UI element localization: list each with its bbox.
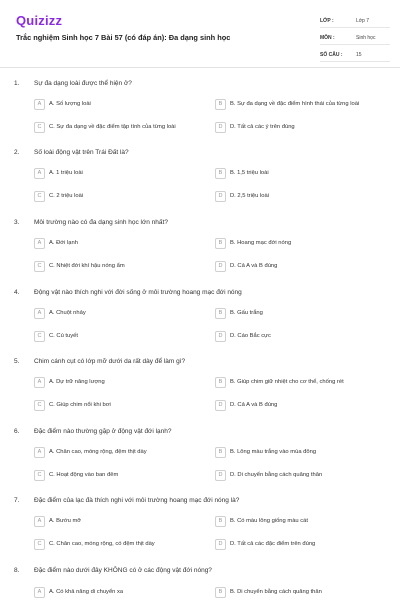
meta-key: MÔN : xyxy=(320,34,335,41)
option-letter-box: B xyxy=(215,99,226,110)
option-d[interactable] xyxy=(215,398,277,412)
option-text: A. Chân cao, móng rộng, đệm thịt dày xyxy=(49,449,147,455)
option-letter-box: B xyxy=(215,447,226,458)
question-5 xyxy=(0,358,400,418)
option-letter-box: C xyxy=(34,122,45,133)
option-text: D. Cả A và B đúng xyxy=(230,402,278,408)
option-b[interactable] xyxy=(215,375,344,389)
option-text: A. Đới lạnh xyxy=(49,240,78,246)
option-letter-box: A xyxy=(34,168,45,179)
option-text: B. Giúp chim giữ nhiệt cho cơ thể, chống rét xyxy=(230,379,344,385)
question-text: Đặc điểm nào thường gặp ở động vật đới lạnh? xyxy=(34,428,172,435)
option-letter-box: C xyxy=(34,400,45,411)
option-text: B. Hoang mạc đới nóng xyxy=(230,240,292,246)
question-number: 3. xyxy=(14,219,20,226)
option-c[interactable] xyxy=(34,468,118,482)
option-b[interactable] xyxy=(215,306,263,320)
question-text: Đặc điểm nào dưới đây KHÔNG có ở các động vật đới nóng? xyxy=(34,567,212,574)
option-letter-box: B xyxy=(215,238,226,249)
option-letter-box: C xyxy=(34,331,45,342)
option-letter-box: A xyxy=(34,238,45,249)
option-letter-box: B xyxy=(215,377,226,388)
option-text: A. Có khả năng di chuyển xa xyxy=(49,589,124,595)
option-letter-box: C xyxy=(34,539,45,550)
option-c[interactable] xyxy=(34,329,78,343)
option-d[interactable] xyxy=(215,329,271,343)
option-letter-box: C xyxy=(34,261,45,272)
question-number: 2. xyxy=(14,149,20,156)
question-number: 7. xyxy=(14,497,20,504)
option-b[interactable] xyxy=(215,236,291,250)
option-letter-box: D xyxy=(215,122,226,133)
question-8 xyxy=(0,567,400,600)
option-text: D. Tất cả các ý trên đúng xyxy=(230,124,295,130)
meta-row-count xyxy=(320,48,390,62)
worksheet-header xyxy=(0,0,400,68)
option-letter-box: B xyxy=(215,168,226,179)
option-text: B. 1,5 triệu loài xyxy=(230,170,269,176)
question-7 xyxy=(0,497,400,557)
option-letter-box: D xyxy=(215,191,226,202)
option-a[interactable] xyxy=(34,514,81,528)
meta-row-subject xyxy=(320,31,390,45)
question-number: 1. xyxy=(14,80,20,87)
option-text: B. Gấu trắng xyxy=(230,310,263,316)
option-a[interactable] xyxy=(34,236,78,250)
question-2 xyxy=(0,149,400,209)
option-c[interactable] xyxy=(34,537,155,551)
quizizz-logo: Quizizz xyxy=(16,13,63,28)
option-text: A. Số lượng loài xyxy=(49,101,91,107)
option-letter-box: B xyxy=(215,516,226,527)
option-letter-box: D xyxy=(215,539,226,550)
option-c[interactable] xyxy=(34,398,111,412)
meta-value: 15 xyxy=(356,51,362,58)
option-letter-box: D xyxy=(215,331,226,342)
option-b[interactable] xyxy=(215,166,269,180)
option-c[interactable] xyxy=(34,259,125,273)
option-b[interactable] xyxy=(215,445,316,459)
option-letter-box: D xyxy=(215,261,226,272)
option-letter-box: D xyxy=(215,470,226,481)
meta-key: LỚP : xyxy=(320,17,334,24)
option-text: A. Dự trữ năng lượng xyxy=(49,379,105,385)
question-text: Đặc điểm của lạc đà thích nghi với môi trường hoang mạc đới nóng là? xyxy=(34,497,240,504)
option-text: C. Chân cao, móng rộng, có đệm thịt dày xyxy=(49,541,155,547)
option-letter-box: A xyxy=(34,447,45,458)
option-text: C. Sự đa dạng về đặc điểm tập tính của từng loài xyxy=(49,124,176,130)
option-text: D. Cáo Bắc cực xyxy=(230,333,271,339)
option-d[interactable] xyxy=(215,189,269,203)
option-letter-box: A xyxy=(34,99,45,110)
option-text: D. Di chuyển bằng cách quăng thân xyxy=(230,472,323,478)
option-letter-box: A xyxy=(34,308,45,319)
option-text: A. 1 triệu loài xyxy=(49,170,83,176)
question-number: 6. xyxy=(14,428,20,435)
question-number: 4. xyxy=(14,289,20,296)
option-text: A. Bướu mỡ xyxy=(49,518,82,524)
option-letter-box: D xyxy=(215,400,226,411)
meta-value: Sinh học xyxy=(356,34,376,41)
option-a[interactable] xyxy=(34,585,123,599)
option-letter-box: A xyxy=(34,516,45,527)
option-a[interactable] xyxy=(34,375,105,389)
option-letter-box: A xyxy=(34,377,45,388)
option-text: D. 2,5 triệu loài xyxy=(230,193,269,199)
option-text: B. Di chuyển bằng cách quăng thân xyxy=(230,589,322,595)
question-text: Số loài động vật trên Trái Đất là? xyxy=(34,149,129,156)
option-b[interactable] xyxy=(215,97,359,111)
option-text: B. Lông màu trắng vào mùa đông xyxy=(230,449,317,455)
option-a[interactable] xyxy=(34,445,147,459)
option-b[interactable] xyxy=(215,585,322,599)
option-c[interactable] xyxy=(34,120,176,134)
option-text: D. Cả A và B đúng xyxy=(230,263,278,269)
question-text: Môi trường nào có đa dạng sinh học lớn nhất? xyxy=(34,219,168,226)
question-1 xyxy=(0,80,400,140)
option-a[interactable] xyxy=(34,306,86,320)
option-d[interactable] xyxy=(215,468,322,482)
option-d[interactable] xyxy=(215,259,277,273)
meta-key: SỐ CÂU : xyxy=(320,51,343,58)
question-6 xyxy=(0,428,400,488)
option-letter-box: B xyxy=(215,308,226,319)
option-text: C. Cú tuyết xyxy=(49,333,78,339)
option-letter-box: B xyxy=(215,587,226,598)
option-letter-box: C xyxy=(34,470,45,481)
question-number: 5. xyxy=(14,358,20,365)
worksheet-meta xyxy=(320,14,390,65)
option-d[interactable] xyxy=(215,120,295,134)
option-letter-box: C xyxy=(34,191,45,202)
option-text: C. 2 triệu loài xyxy=(49,193,84,199)
option-text: C. Nhiệt đới khí hậu nóng ẩm xyxy=(49,263,125,269)
question-number: 8. xyxy=(14,567,20,574)
option-text: A. Chuột nhảy xyxy=(49,310,86,316)
option-c[interactable] xyxy=(34,189,83,203)
option-text: C. Giúp chim nổi khi bơi xyxy=(49,402,111,408)
option-b[interactable] xyxy=(215,514,308,528)
question-text: Chim cánh cụt có lớp mỡ dưới da rất dày để làm gì? xyxy=(34,358,186,365)
question-3 xyxy=(0,219,400,279)
option-d[interactable] xyxy=(215,537,315,551)
meta-row-grade xyxy=(320,14,390,28)
option-text: D. Tất cả các đặc điểm trên đúng xyxy=(230,541,316,547)
option-letter-box: A xyxy=(34,587,45,598)
worksheet-title: Trắc nghiệm Sinh học 7 Bài 57 (có đáp án): Đa dạng sinh học xyxy=(16,33,231,42)
question-4 xyxy=(0,289,400,349)
option-text: B. Sự đa dạng về đặc điểm hình thái của từng loài xyxy=(230,101,360,107)
meta-value: Lớp 7 xyxy=(356,17,370,24)
option-text: B. Có màu lông giống màu cát xyxy=(230,518,308,524)
option-text: C. Hoạt động vào ban đêm xyxy=(49,472,119,478)
option-a[interactable] xyxy=(34,166,83,180)
question-text: Sự đa dạng loài được thể hiện ở? xyxy=(34,80,132,87)
option-a[interactable] xyxy=(34,97,91,111)
question-text: Động vật nào thích nghi với đời sống ở môi trường hoang mạc đới nóng xyxy=(34,289,242,296)
